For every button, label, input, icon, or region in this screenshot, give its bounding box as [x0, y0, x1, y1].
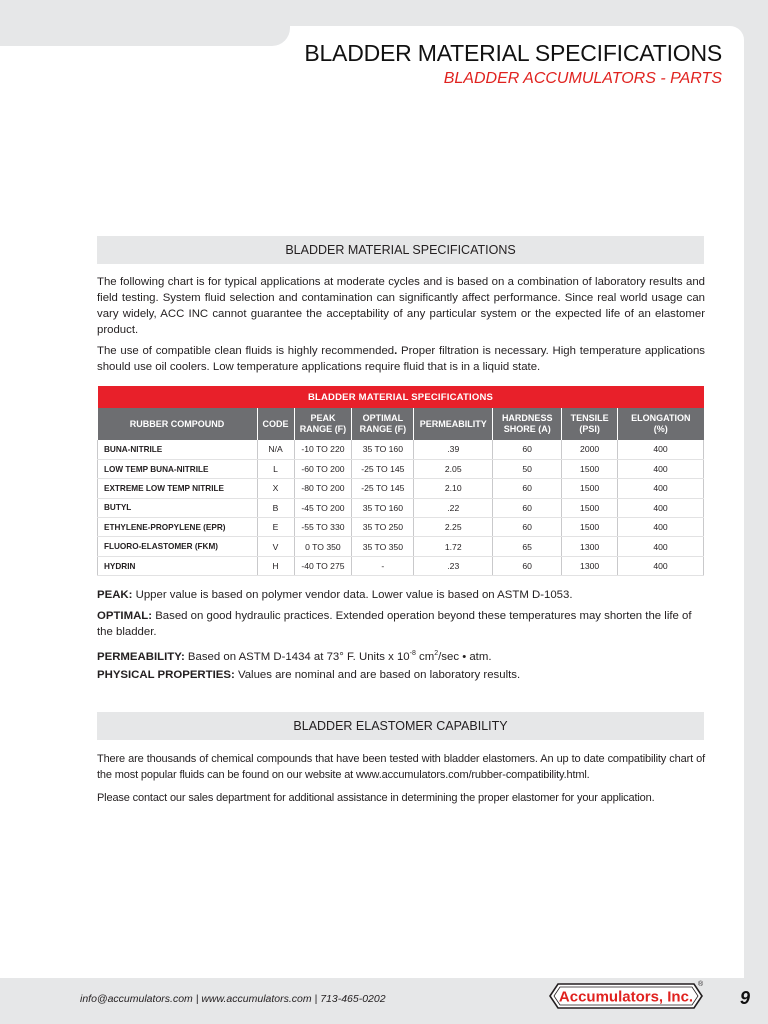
- table-cell: ETHYLENE-PROPYLENE (EPR): [98, 518, 258, 537]
- table-cell: -: [352, 556, 414, 575]
- table-header-line: SHORE (A): [503, 424, 551, 434]
- note-permeability-text: Based on ASTM D-1434 at 73° F. Units x 10: [184, 650, 410, 663]
- table-cell: 60: [493, 518, 562, 537]
- table-cell: .39: [414, 440, 493, 459]
- page-number: 9: [740, 988, 751, 1008]
- table-cell: 400: [618, 440, 704, 459]
- table-cell: 400: [618, 556, 704, 575]
- table-body: [98, 440, 704, 576]
- table-cell: E: [257, 518, 294, 537]
- note-optimal-label: OPTIMAL:: [97, 610, 153, 622]
- company-logo: [546, 978, 706, 1014]
- logo-text: Accumulators, Inc.: [558, 988, 694, 1006]
- table-cell: LOW TEMP BUNA-NITRILE: [98, 459, 258, 478]
- table-cell: 1500: [562, 518, 618, 537]
- table-cell: HYDRIN: [98, 556, 258, 575]
- table-cell: 400: [618, 537, 704, 556]
- note-optimal-text: Based on good hydraulic practices. Extended operation beyond these temperatures may shorten the life of the bladder.: [97, 610, 692, 638]
- table-cell: 0 TO 350: [294, 537, 352, 556]
- table-row: [98, 459, 704, 478]
- table-cell: 1300: [562, 556, 618, 575]
- table-header-line: RANGE (F): [359, 424, 407, 434]
- table-cell: 35 TO 350: [352, 537, 414, 556]
- compatibility-paragraph: There are thousands of chemical compounds that have been tested with bladder elastomers. An up to date compatibility chart of the most popular fluids can be found on our website at www.accumulators.com/rubber-compatibility.html.: [97, 753, 705, 781]
- table-cell: 1.72: [414, 537, 493, 556]
- material-spec-table: [97, 386, 704, 576]
- table-header-cell: [414, 408, 493, 440]
- table-cell: 35 TO 250: [352, 518, 414, 537]
- table-cell: EXTREME LOW TEMP NITRILE: [98, 479, 258, 498]
- note-peak-label: PEAK:: [97, 589, 133, 601]
- table-cell: X: [257, 479, 294, 498]
- table-cell: 60: [493, 479, 562, 498]
- table-cell: L: [257, 459, 294, 478]
- note-peak-text: Upper value is based on polymer vendor data. Lower value is based on ASTM D-1053.: [132, 589, 573, 601]
- table-cell: 65: [493, 537, 562, 556]
- table-cell: 1500: [562, 498, 618, 517]
- table-header-cell: [352, 408, 414, 440]
- table-cell: -45 TO 200: [294, 498, 352, 517]
- table-cell: 50: [493, 459, 562, 478]
- table-row: [98, 556, 704, 575]
- table-row: [98, 440, 704, 459]
- note-permeability: [97, 646, 709, 665]
- table-row: [98, 498, 704, 517]
- table-cell: 400: [618, 498, 704, 517]
- section-heading-elastomer-capability: BLADDER ELASTOMER CAPABILITY: [97, 712, 704, 740]
- note-permeability-tail: /sec • atm.: [438, 650, 492, 663]
- footer-contact: info@accumulators.com | www.accumulators.com | 713-465-0202: [80, 993, 386, 1005]
- table-header-line: (%): [653, 424, 668, 434]
- logo-registered-mark: ®: [698, 981, 704, 988]
- table-title: BLADDER MATERIAL SPECIFICATIONS: [98, 386, 704, 408]
- table-cell: -80 TO 200: [294, 479, 352, 498]
- table-header-line: (PSI): [579, 424, 600, 434]
- table-header-cell: [257, 408, 294, 440]
- table-header-cell: [562, 408, 618, 440]
- table-cell: 60: [493, 440, 562, 459]
- table-header-row: [98, 408, 704, 440]
- table-cell: FLUORO-ELASTOMER (FKM): [98, 537, 258, 556]
- table-cell: -10 TO 220: [294, 440, 352, 459]
- table-cell: 2000: [562, 440, 618, 459]
- table-cell: 35 TO 160: [352, 498, 414, 517]
- section-heading-material-specs: BLADDER MATERIAL SPECIFICATIONS: [97, 236, 704, 264]
- table-row: [98, 479, 704, 498]
- table-cell: 400: [618, 459, 704, 478]
- table-header-cell: [493, 408, 562, 440]
- note-peak: [97, 587, 709, 603]
- table-header-line: RUBBER COMPOUND: [129, 418, 225, 429]
- table-cell: .22: [414, 498, 493, 517]
- table-header-line: TENSILE: [570, 413, 609, 423]
- clean-fluids-paragraph: The use of compatible clean fluids is highly recommended. Proper filtration is necessary. High temperature applications should use oil coolers. Low temperature applications require fluid that is in a liquid state.: [97, 345, 706, 373]
- contact-sales-paragraph: Please contact our sales department for additional assistance in determining the proper elastomer for your application.: [97, 792, 655, 804]
- intro-paragraph: The following chart is for typical applications at moderate cycles and is based on a combination of laboratory results and field testing. System fluid selection and contamination can significantly affect performance. Since real world usage can vary widely, ACC INC cannot guarantee the acceptability of any particular system or the expected life of an elastomer product.: [97, 276, 705, 336]
- table-cell: 400: [618, 518, 704, 537]
- table-cell: 1500: [562, 459, 618, 478]
- table-cell: BUNA-NITRILE: [98, 440, 258, 459]
- table-header-line: OPTIMAL: [362, 413, 404, 423]
- header-tab: [0, 0, 290, 46]
- note-permeability-square: 2: [434, 650, 439, 657]
- table-cell: -55 TO 330: [294, 518, 352, 537]
- table-cell: 1300: [562, 537, 618, 556]
- table-header-line: ELONGATION: [631, 413, 691, 423]
- table-header-line: PEAK: [310, 413, 336, 423]
- table-header-line: RANGE (F): [299, 424, 347, 434]
- table-cell: -25 TO 145: [352, 459, 414, 478]
- table-header-line: CODE: [262, 418, 289, 429]
- table-cell: -25 TO 145: [352, 479, 414, 498]
- clean-fluids-rest: Proper filtration is necessary. High temperature applications should use oil coolers. Low temperature applications require fluid that is in a liquid state.: [97, 345, 706, 373]
- note-permeability-label: PERMEABILITY:: [97, 650, 185, 663]
- note-permeability-unit: cm: [415, 650, 435, 663]
- table-cell: -40 TO 275: [294, 556, 352, 575]
- note-physical-text: Values are nominal and are based on laboratory results.: [234, 669, 521, 681]
- clean-fluids-lead: The use of compatible clean fluids is highly recommended: [97, 345, 395, 357]
- page-title: BLADDER MATERIAL SPECIFICATIONS: [304, 40, 722, 66]
- note-optimal: [97, 608, 709, 640]
- note-physical: [97, 667, 709, 683]
- table-cell: 60: [493, 556, 562, 575]
- table-cell: 1500: [562, 479, 618, 498]
- table-cell: 35 TO 160: [352, 440, 414, 459]
- table-cell: 400: [618, 479, 704, 498]
- table-row: [98, 537, 704, 556]
- table-cell: N/A: [257, 440, 294, 459]
- table-header-line: PERMEABILITY: [419, 418, 487, 429]
- table-row: [98, 518, 704, 537]
- table-cell: B: [257, 498, 294, 517]
- table-header-cell: [98, 408, 258, 440]
- page-frame-right: [744, 0, 768, 1024]
- table-cell: V: [257, 537, 294, 556]
- table-cell: .23: [414, 556, 493, 575]
- table-cell: H: [257, 556, 294, 575]
- table-cell: -60 TO 200: [294, 459, 352, 478]
- table-cell: 60: [493, 498, 562, 517]
- note-permeability-exponent: -8: [409, 650, 416, 657]
- table-cell: 2.25: [414, 518, 493, 537]
- table-header-cell: [294, 408, 352, 440]
- table-header-cell: [618, 408, 704, 440]
- table-cell: 2.10: [414, 479, 493, 498]
- table-header-line: HARDNESS: [501, 413, 553, 423]
- table-cell: BUTYL: [98, 498, 258, 517]
- page-subtitle: BLADDER ACCUMULATORS - PARTS: [443, 70, 722, 87]
- table-cell: 2.05: [414, 459, 493, 478]
- note-physical-label: PHYSICAL PROPERTIES:: [97, 669, 235, 681]
